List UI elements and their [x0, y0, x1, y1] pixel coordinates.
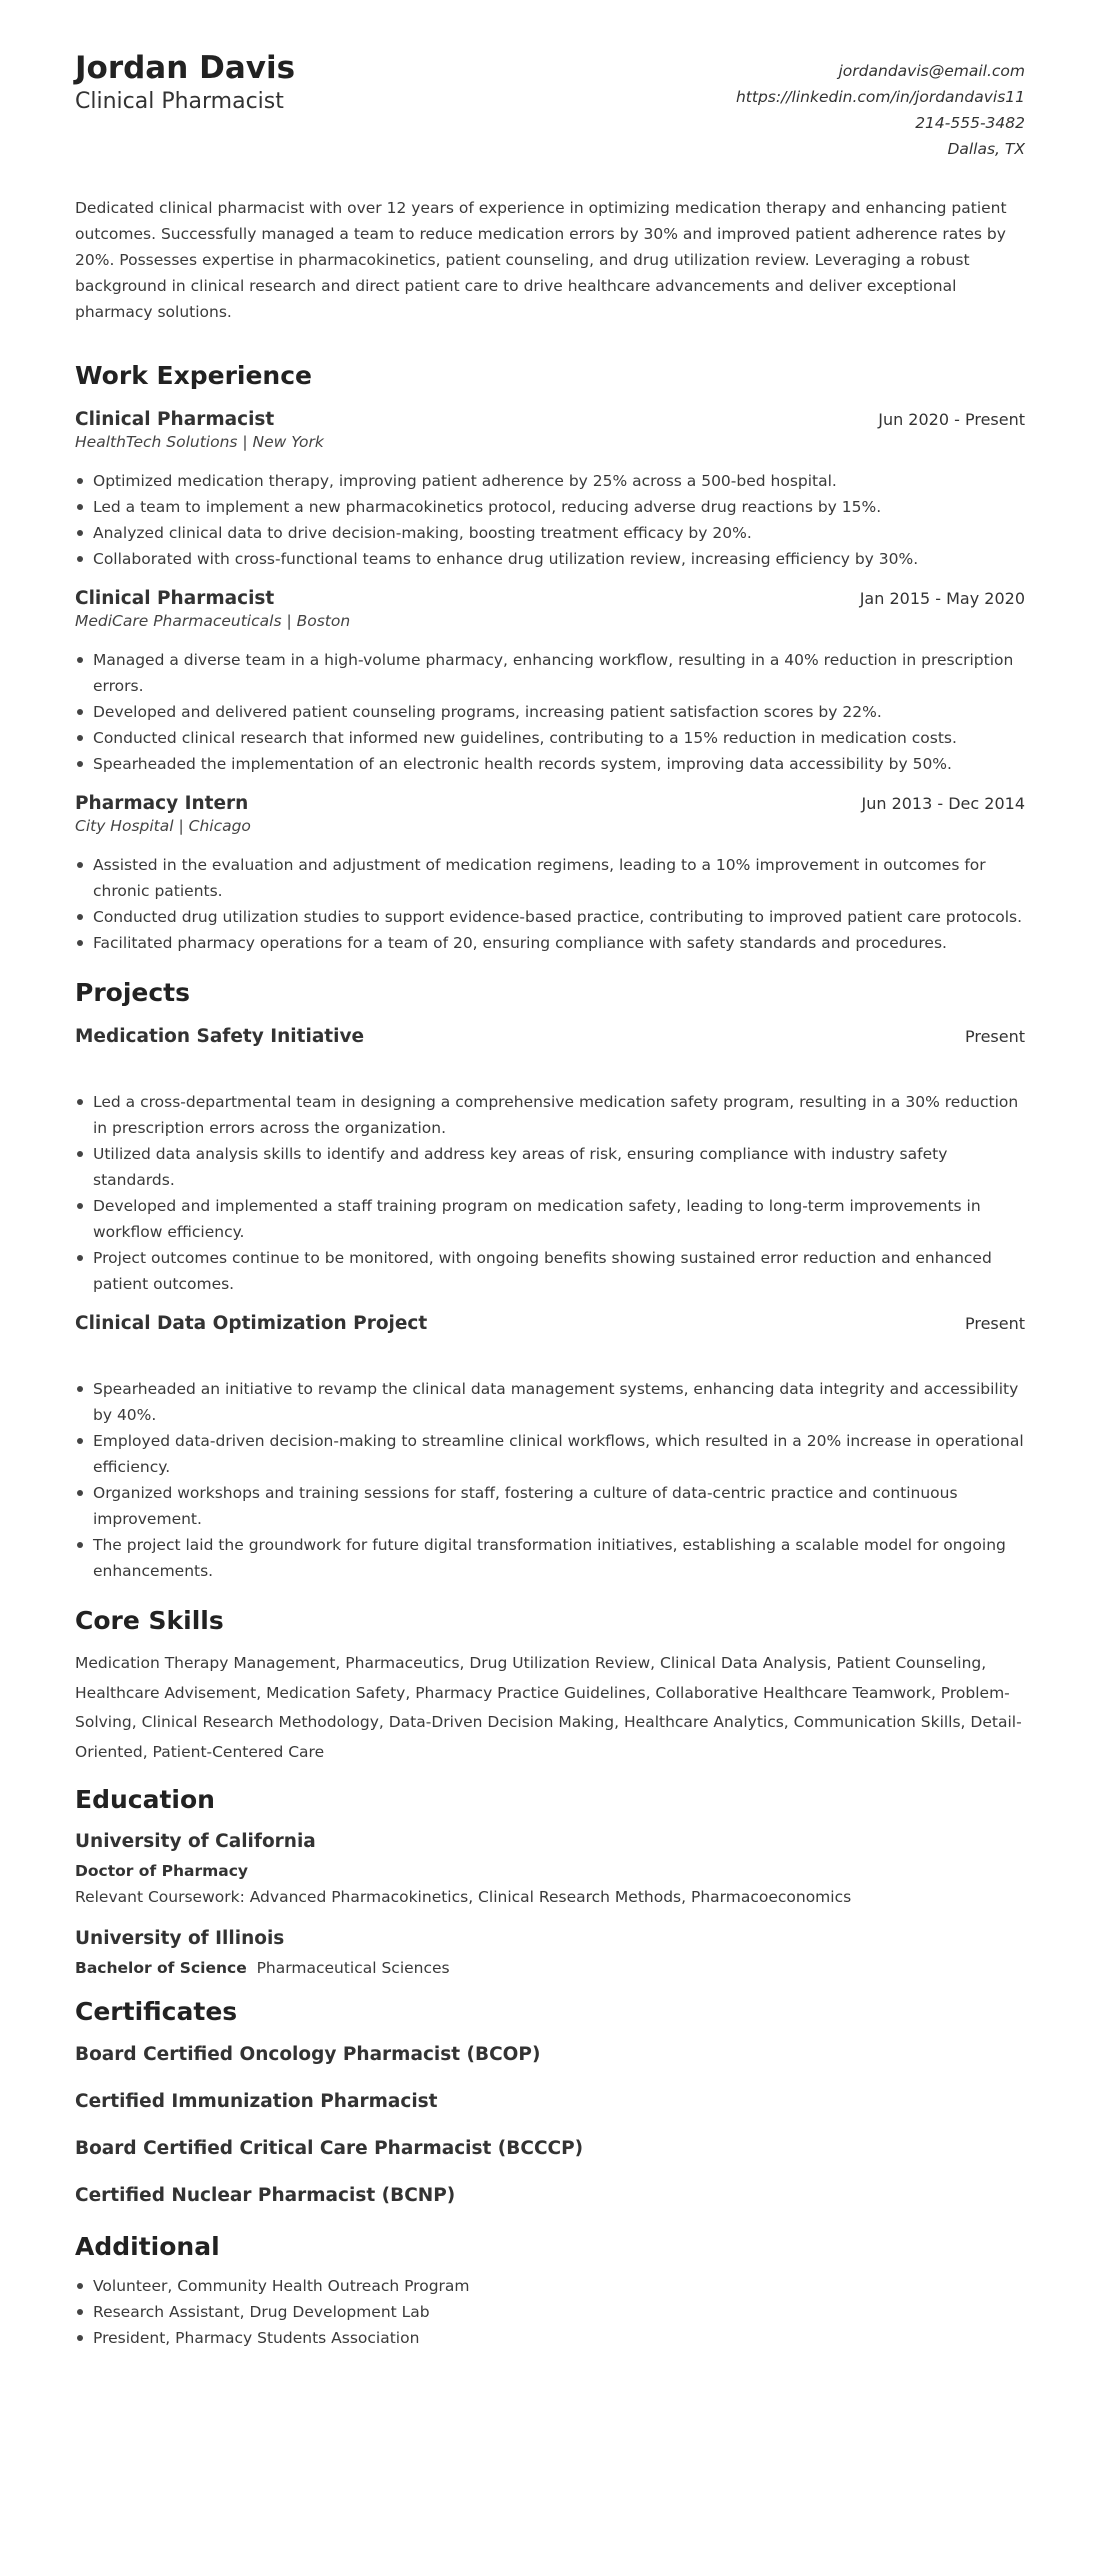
bullet-item: Conducted drug utilization studies to support evidence-based practice, contributing to improved patient care protocols. [75, 904, 1025, 930]
location: Dallas, TX [947, 140, 1025, 158]
core-skills-heading: Core Skills [75, 1606, 224, 1635]
degree: Bachelor of Science [75, 1959, 247, 1977]
bullet-item: Assisted in the evaluation and adjustment of medication regimens, leading to a 10% improvement in outcomes for chronic patients. [75, 852, 1025, 904]
project-entry [75, 1026, 1025, 1297]
bullet-item: Organized workshops and training sessions for staff, fostering a culture of data-centric practice and continuous improvement. [75, 1480, 1025, 1532]
field-of-study: Pharmaceutical Sciences [256, 1959, 450, 1977]
projects-heading: Projects [75, 978, 191, 1007]
resume-header [75, 50, 1025, 162]
additional-list [75, 2273, 1025, 2351]
bullet-item: Developed and delivered patient counseling programs, increasing patient satisfaction scores by 22%. [75, 699, 1025, 725]
bullet-item: Conducted clinical research that informed new guidelines, contributing to a 15% reduction in medication costs. [75, 725, 1025, 751]
project-bullets [75, 1376, 1025, 1584]
education-entry [75, 1831, 1025, 1906]
contact-info [736, 58, 1025, 162]
linkedin-link[interactable]: https://linkedin.com/in/jordandavis11 [735, 88, 1025, 106]
education-heading: Education [75, 1785, 215, 1814]
job-entry [75, 588, 1025, 777]
bullet-item: Employed data-driven decision-making to streamline clinical workflows, which resulted in a 20% increase in operational efficiency. [75, 1428, 1025, 1480]
bullet-item: Facilitated pharmacy operations for a team of 20, ensuring compliance with safety standards and procedures. [75, 930, 1025, 956]
job-company: City Hospital | Chicago [75, 817, 251, 835]
bullet-item: Spearheaded the implementation of an electronic health records system, improving data accessibility by 50%. [75, 751, 1025, 777]
job-bullets [75, 852, 1025, 956]
coursework: Relevant Coursework: Advanced Pharmacokinetics, Clinical Research Methods, Pharmacoeconomics [75, 1888, 852, 1906]
job-bullets [75, 647, 1025, 777]
skills-list: Medication Therapy Management, Pharmaceutics, Drug Utilization Review, Clinical Data Analysis, Patient Counseling, Healthcare Advisement, Medication Safety, Pharmacy Practice Guidelines, Collaborative Healthcare Teamwork, Problem-Solving, Clinical Research Methodology, Data-Driven Decision Making, Healthcare Analytics, Communication Skills, Detail-Oriented, Patient-Centered Care [75, 1654, 1022, 1761]
degree: Doctor of Pharmacy [75, 1862, 248, 1880]
bullet-item: Project outcomes continue to be monitored, with ongoing benefits showing sustained error reduction and enhanced patient outcomes. [75, 1245, 1025, 1297]
job-bullets [75, 468, 1025, 572]
certificates-heading: Certificates [75, 1997, 238, 2026]
bullet-item: Led a team to implement a new pharmacokinetics protocol, reducing adverse drug reactions by 15%. [75, 494, 1025, 520]
bullet-item: Optimized medication therapy, improving patient adherence by 25% across a 500-bed hospital. [75, 468, 1025, 494]
job-date: Jun 2013 - Dec 2014 [861, 794, 1025, 813]
bullet-item: Developed and implemented a staff training program on medication safety, leading to long-term improvements in workflow efficiency. [75, 1193, 1025, 1245]
email-link[interactable]: jordandavis@email.com [838, 62, 1025, 80]
job-entry [75, 793, 1025, 956]
bullet-item: Spearheaded an initiative to revamp the clinical data management systems, enhancing data integrity and accessibility by 40%. [75, 1376, 1025, 1428]
phone-number: 214-555-3482 [915, 114, 1025, 132]
project-date: Present [964, 1314, 1025, 1333]
bullet-item: Collaborated with cross-functional teams to enhance drug utilization review, increasing efficiency by 30%. [75, 546, 1025, 572]
project-title: Clinical Data Optimization Project [75, 1313, 428, 1334]
candidate-name: Jordan Davis [75, 50, 296, 86]
project-title: Medication Safety Initiative [75, 1026, 365, 1047]
additional-heading: Additional [75, 2232, 220, 2261]
bullet-item: Utilized data analysis skills to identify and address key areas of risk, ensuring compliance with industry safety standards. [75, 1141, 1025, 1193]
bullet-item: Research Assistant, Drug Development Lab [75, 2299, 1025, 2325]
project-date: Present [964, 1027, 1025, 1046]
bullet-item: Managed a diverse team in a high-volume pharmacy, enhancing workflow, resulting in a 40% reduction in prescription errors. [75, 647, 1025, 699]
certificate-item: Board Certified Oncology Pharmacist (BCOP) [75, 2044, 541, 2065]
bullet-item: Analyzed clinical data to drive decision-making, boosting treatment efficacy by 20%. [75, 520, 1025, 546]
job-title: Clinical Pharmacist [75, 588, 275, 609]
job-entry [75, 409, 1025, 572]
job-date: Jan 2015 - May 2020 [859, 589, 1025, 608]
job-title: Clinical Pharmacist [75, 409, 275, 430]
job-date: Jun 2020 - Present [878, 410, 1025, 429]
school-name: University of Illinois [75, 1928, 285, 1949]
project-bullets [75, 1089, 1025, 1297]
job-company: HealthTech Solutions | New York [75, 433, 324, 451]
bullet-item: Volunteer, Community Health Outreach Program [75, 2273, 1025, 2299]
certificate-item: Board Certified Critical Care Pharmacist (BCCCP) [75, 2138, 584, 2159]
education-entry [75, 1928, 1025, 1977]
summary: Dedicated clinical pharmacist with over 12 years of experience in optimizing medication therapy and enhancing patient outcomes. Successfully managed a team to reduce medication errors by 30% and improved patient adherence rates by 20%. Possesses expertise in pharmacokinetics, patient counseling, and drug utilization review. Leveraging a robust background in clinical research and direct patient care to drive healthcare advancements and deliver exceptional pharmacy solutions. [75, 199, 1007, 321]
name-block [75, 50, 295, 162]
degree-line [75, 1959, 1025, 1977]
bullet-item: President, Pharmacy Students Association [75, 2325, 1025, 2351]
certificate-item: Certified Nuclear Pharmacist (BCNP) [75, 2185, 456, 2206]
certificate-item: Certified Immunization Pharmacist [75, 2091, 438, 2112]
job-company: MediCare Pharmaceuticals | Boston [75, 612, 351, 630]
job-title: Pharmacy Intern [75, 793, 249, 814]
bullet-item: The project laid the groundwork for future digital transformation initiatives, establishing a scalable model for ongoing enhancements. [75, 1532, 1025, 1584]
school-name: University of California [75, 1831, 316, 1852]
bullet-item: Led a cross-departmental team in designing a comprehensive medication safety program, resulting in a 30% reduction in prescription errors across the organization. [75, 1089, 1025, 1141]
candidate-title: Clinical Pharmacist [75, 89, 284, 115]
work-experience-heading: Work Experience [75, 361, 312, 390]
project-entry [75, 1313, 1025, 1584]
